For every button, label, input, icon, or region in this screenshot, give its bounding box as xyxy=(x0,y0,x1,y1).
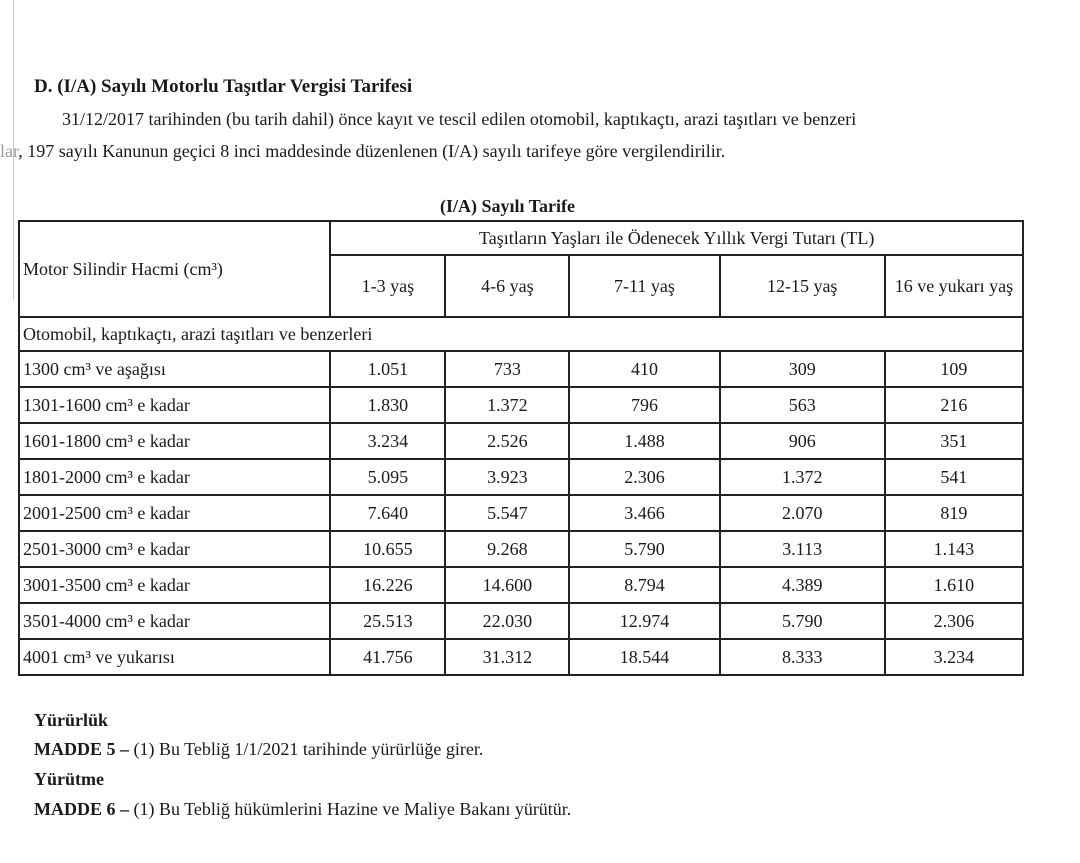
tax-amount-cell: 563 xyxy=(720,387,885,423)
row-label: 3001-3500 cm³ e kadar xyxy=(19,567,330,603)
tax-amount-cell: 41.756 xyxy=(330,639,445,675)
age-column-header: 7-11 yaş xyxy=(569,255,719,317)
section-title-yururluk: Yürürlük xyxy=(34,710,109,730)
row-label: 3501-4000 cm³ e kadar xyxy=(19,603,330,639)
tax-amount-cell: 1.051 xyxy=(330,351,445,387)
paragraph-line-2-fragment: lar xyxy=(0,141,19,161)
motor-volume-header: Motor Silindir Hacmi (cm³) xyxy=(19,221,330,317)
age-column-header: 16 ve yukarı yaş xyxy=(885,255,1023,317)
table-row xyxy=(19,639,1023,675)
table-row xyxy=(19,567,1023,603)
tax-amount-cell: 31.312 xyxy=(445,639,569,675)
section-heading: D. (I/A) Sayılı Motorlu Taşıtlar Vergisi Tarifesi xyxy=(34,76,413,97)
age-column-header: 4-6 yaş xyxy=(445,255,569,317)
paragraph-line-1: 31/12/2017 tarihinden (bu tarih dahil) önce kayıt ve tescil edilen otomobil, kaptıkaçtı, arazi taşıtları ve benzeri xyxy=(62,109,857,129)
tax-amount-cell: 309 xyxy=(720,351,885,387)
row-label: 2001-2500 cm³ e kadar xyxy=(19,495,330,531)
tax-amount-cell: 12.974 xyxy=(569,603,719,639)
article-6-label: MADDE 6 – xyxy=(34,799,129,819)
tax-amount-cell: 109 xyxy=(885,351,1023,387)
tax-amount-cell: 1.830 xyxy=(330,387,445,423)
row-label: 2501-3000 cm³ e kadar xyxy=(19,531,330,567)
tax-amount-cell: 2.526 xyxy=(445,423,569,459)
table-row xyxy=(19,459,1023,495)
tax-amount-cell: 3.113 xyxy=(720,531,885,567)
vehicle-category-row: Otomobil, kaptıkaçtı, arazi taşıtları ve benzerleri xyxy=(19,317,1023,351)
article-5-label: MADDE 5 – xyxy=(34,739,129,759)
tax-amount-cell: 5.790 xyxy=(720,603,885,639)
row-label: 1301-1600 cm³ e kadar xyxy=(19,387,330,423)
table-row xyxy=(19,351,1023,387)
tax-amount-cell: 351 xyxy=(885,423,1023,459)
table-title: (I/A) Sayılı Tarife xyxy=(440,196,576,216)
tax-amount-cell: 819 xyxy=(885,495,1023,531)
table-row xyxy=(19,531,1023,567)
table-row xyxy=(19,423,1023,459)
tax-amount-cell: 3.234 xyxy=(330,423,445,459)
section-title-yurutme: Yürütme xyxy=(34,769,104,789)
row-label: 1601-1800 cm³ e kadar xyxy=(19,423,330,459)
tax-amount-cell: 25.513 xyxy=(330,603,445,639)
row-label: 1801-2000 cm³ e kadar xyxy=(19,459,330,495)
tax-amount-cell: 8.333 xyxy=(720,639,885,675)
tax-amount-cell: 9.268 xyxy=(445,531,569,567)
tax-amount-cell: 18.544 xyxy=(569,639,719,675)
tax-amount-cell: 10.655 xyxy=(330,531,445,567)
paragraph-line-2-text: , 197 sayılı Kanunun geçici 8 inci maddesinde düzenlenen (I/A) sayılı tarifeye göre vergilendirilir. xyxy=(18,141,726,161)
tax-amount-cell: 22.030 xyxy=(445,603,569,639)
tax-amount-cell: 1.488 xyxy=(569,423,719,459)
tax-amount-cell: 2.306 xyxy=(569,459,719,495)
tax-amount-cell: 5.547 xyxy=(445,495,569,531)
tax-amount-cell: 7.640 xyxy=(330,495,445,531)
tax-amount-cell: 3.466 xyxy=(569,495,719,531)
tax-amount-cell: 2.306 xyxy=(885,603,1023,639)
article-5 xyxy=(34,739,483,760)
tax-amount-cell: 410 xyxy=(569,351,719,387)
row-label: 1300 cm³ ve aşağısı xyxy=(19,351,330,387)
tax-amount-cell: 14.600 xyxy=(445,567,569,603)
tax-amount-cell: 1.143 xyxy=(885,531,1023,567)
paragraph-line-2 xyxy=(0,141,725,162)
article-6 xyxy=(34,799,571,820)
tax-amount-cell: 1.610 xyxy=(885,567,1023,603)
tax-amount-cell: 541 xyxy=(885,459,1023,495)
table-row xyxy=(19,495,1023,531)
tariff-table xyxy=(18,220,1024,676)
tax-amount-cell: 796 xyxy=(569,387,719,423)
age-column-header: 12-15 yaş xyxy=(720,255,885,317)
tax-amount-cell: 1.372 xyxy=(445,387,569,423)
tax-amount-cell: 733 xyxy=(445,351,569,387)
row-label: 4001 cm³ ve yukarısı xyxy=(19,639,330,675)
age-column-header: 1-3 yaş xyxy=(330,255,445,317)
tax-amount-cell: 8.794 xyxy=(569,567,719,603)
article-5-text: (1) Bu Tebliğ 1/1/2021 tarihinde yürürlüğe girer. xyxy=(129,739,484,759)
table-row xyxy=(19,603,1023,639)
tax-amount-cell: 5.095 xyxy=(330,459,445,495)
article-6-text: (1) Bu Tebliğ hükümlerini Hazine ve Maliye Bakanı yürütür. xyxy=(129,799,572,819)
tax-amount-cell: 2.070 xyxy=(720,495,885,531)
tax-amount-cell: 1.372 xyxy=(720,459,885,495)
tax-amount-cell: 5.790 xyxy=(569,531,719,567)
tax-amount-cell: 3.234 xyxy=(885,639,1023,675)
tax-amount-cell: 16.226 xyxy=(330,567,445,603)
table-row xyxy=(19,387,1023,423)
tax-amount-cell: 4.389 xyxy=(720,567,885,603)
tax-amount-cell: 216 xyxy=(885,387,1023,423)
tax-amount-cell: 3.923 xyxy=(445,459,569,495)
age-group-header: Taşıtların Yaşları ile Ödenecek Yıllık Vergi Tutarı (TL) xyxy=(330,221,1023,255)
tax-amount-cell: 906 xyxy=(720,423,885,459)
